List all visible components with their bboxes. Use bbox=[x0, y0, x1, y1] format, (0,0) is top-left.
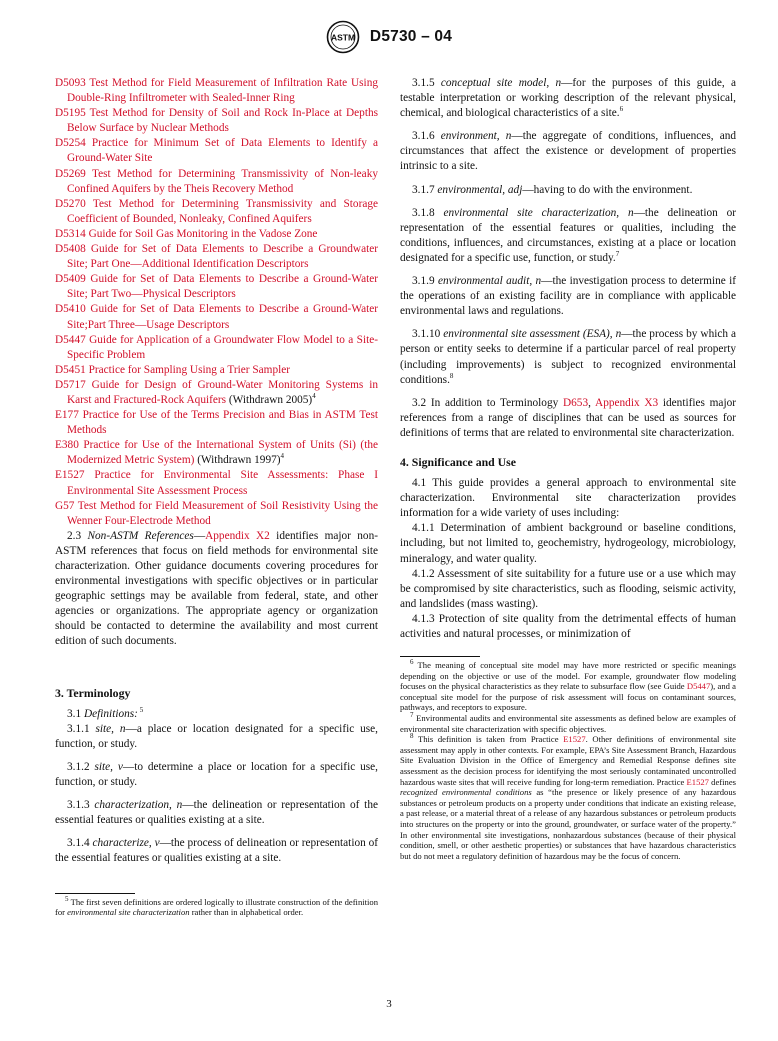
reference-item bbox=[55, 333, 378, 363]
paragraph-2-3: 2.3 Non-ASTM References—Appendix X2 identifies major non-ASTM references that focus on field methods for environmental site characterization. Other guidance documents covering procedures for environmental investigations with specific objectives or in particular geographic settings may be available from federal, state, and other agencies or organizations. The appropriate agency or organization should be contacted to determine the availability and most current edition of such documents. bbox=[55, 529, 378, 648]
definition-3-1-6: 3.1.6 environment, n—the aggregate of conditions, influences, and circumstances that affect the existence or development of properties intrinsic to a site. bbox=[400, 130, 737, 173]
reference-title-link[interactable]: Practice for Use of the Terms Precision and Bias in ASTM Test Methods bbox=[67, 409, 378, 437]
page-header bbox=[0, 20, 778, 58]
reference-item bbox=[55, 408, 378, 438]
reference-code-link[interactable]: D5451 bbox=[55, 363, 86, 376]
reference-item bbox=[55, 468, 378, 498]
reference-code-link[interactable]: D5314 bbox=[55, 227, 86, 240]
reference-item bbox=[55, 167, 378, 197]
definition-3-1-3: 3.1.3 characterization, n—the delineation or representation of the essential features or qualities existing at a site. bbox=[55, 799, 378, 827]
definition-3-1-9: 3.1.9 environmental audit, n—the investigation process to determine if the operations of an existing facility are in compliance with applicable environmental laws and regulations. bbox=[400, 275, 737, 318]
reference-code-link[interactable]: D5270 bbox=[55, 197, 86, 210]
reference-item bbox=[55, 227, 378, 242]
reference-title-link[interactable]: Test Method for Determining Transmissivity of Non-leaky Confined Aquifers by the Theis Recovery Method bbox=[67, 167, 378, 195]
paragraph-3-2: 3.2 In addition to Terminology D653, Appendix X3 identifies major references from a range of disciplines that can be used as sources for definitions of terms that are related to environmental site characterization. bbox=[400, 396, 736, 439]
footnote-divider bbox=[55, 893, 135, 894]
withdrawn-note: (Withdrawn 1997) bbox=[194, 454, 281, 467]
footnote-6: $^6$ The meaning of conceptual site model may have more restricted or specific meanings depending on the objective or use of the model. For example, groundwater flow modeling focuses on the physical characteristics as they relate to subsurface flow (see Guide D5447), and a conceptual site model for the purpose of risk assessment will focus on contaminant sources, pathways, and receptors to exposure. bbox=[400, 658, 737, 713]
reference-code-link[interactable]: D5408 bbox=[55, 243, 86, 256]
left-column bbox=[55, 76, 378, 918]
reference-title-link[interactable]: Guide for Application of a Groundwater Flow Model to a Site-Specific Problem bbox=[67, 333, 378, 361]
reference-title-link[interactable]: Test Method for Field Measurement of Soil Resistivity Using the Wenner Four-Electrode Method bbox=[67, 499, 378, 527]
definition-3-1-10: 3.1.10 environmental site assessment (ESA), n—the process by which a person or entity seeks to determine if a particular parcel of real property (including improvements) is subject to recognized environmental conditions.$^8$ bbox=[400, 328, 736, 386]
definition-3-1-8: 3.1.8 environmental site characterization, n—the delineation or representation of the essential features or qualities, including the conditions, influences, and circumstances, existing at a place or location designated for a specific use, function, or study.$^7$ bbox=[400, 206, 736, 264]
reference-code-link[interactable]: D5410 bbox=[55, 303, 86, 316]
reference-item bbox=[55, 363, 378, 378]
reference-item bbox=[55, 499, 378, 529]
reference-title-link[interactable]: Practice for Use of the International System of Units (Si) (the Modernized Metric System) bbox=[67, 439, 378, 467]
paragraph-4-1: 4.1 This guide provides a general approach to environmental site characterization. Environmental site characterization provides information for a wide variety of uses including: bbox=[400, 477, 736, 520]
reference-title-link[interactable]: Guide for Set of Data Elements to Describe a Ground-Water Site;Part Three—Usage Descriptors bbox=[67, 303, 378, 331]
reference-title-link[interactable]: Test Method for Density of Soil and Rock In-Place at Depths Below Surface by Nuclear Methods bbox=[67, 107, 378, 135]
reference-code-link[interactable]: D5269 bbox=[55, 167, 86, 180]
reference-item bbox=[55, 242, 378, 272]
reference-item bbox=[55, 302, 378, 332]
reference-item bbox=[55, 272, 378, 302]
e1527-link[interactable]: E1527 bbox=[563, 734, 586, 745]
definition-3-1-7: 3.1.7 environmental, adj—having to do with the environment. bbox=[412, 183, 693, 196]
definition-3-1-5: 3.1.5 conceptual site model, n—for the purposes of this guide, a testable interpretation or working description of the relevant physical, chemical, and biological characteristics of a site.$^6$ bbox=[400, 77, 736, 120]
reference-code-link[interactable]: D5254 bbox=[55, 137, 86, 150]
reference-title-link[interactable]: Test Method for Field Measurement of Infiltration Rate Using Double-Ring Infiltrometer with Sealed-Inner Ring bbox=[67, 77, 378, 105]
reference-title-link[interactable]: Guide for Set of Data Elements to Describe a Groundwater Site; Part One—Additional Identification Descriptors bbox=[67, 243, 378, 271]
reference-item bbox=[55, 438, 378, 468]
reference-list bbox=[55, 76, 378, 529]
e1527-link[interactable]: E1527 bbox=[686, 776, 709, 787]
reference-code-link[interactable]: D5717 bbox=[55, 378, 86, 391]
svg-text:ASTM: ASTM bbox=[330, 32, 355, 43]
reference-title-link[interactable]: Practice for Minimum Set of Data Elements to Identify a Ground-Water Site bbox=[67, 137, 378, 165]
definition-3-1: 3.1 Definitions: $^5$ bbox=[67, 705, 144, 720]
definition-3-1-2: 3.1.2 site, v—to determine a place or location for a specific use, function, or study. bbox=[55, 760, 378, 789]
reference-title-link[interactable]: Guide for Soil Gas Monitoring in the Vadose Zone bbox=[88, 227, 318, 240]
footnote-marker: 4 bbox=[280, 452, 285, 461]
paragraph-4-1-2: 4.1.2 Assessment of site suitability for a future use or a use which may be compromised by site characteristics, such as flooding, seismic activity, and landslides (mass wasting). bbox=[400, 567, 736, 610]
reference-item bbox=[55, 136, 378, 166]
section-4-title: 4. Significance and Use bbox=[400, 454, 517, 469]
footnote-8: $^8$ This definition is taken from Practice E1527. Other definitions of environmental site assessment may apply in other contexts. For example, EPA’s Site Assessment Branch, Hazardous Site Evaluation Division in the Office of Emergency and Remedial Response defines site assessment as the decision process for identifying the most seriously contaminated uncontrolled hazardous waste sites that will receive funding for long-term remediation. Practice E1527 defines recognized environmental conditions as “the presence or likely presence of any hazardous substances or petroleum products on a property under conditions that indicate an existing release, a past release, or a material threat of a release of any hazardous substances or petroleum products into structures on the property or into the ground, groundwater, or surface water of the property.” In other environmental site investigations, nonhazardous substances (because of their physical condition, smell, or other aesthetic properties) or substances that have hazardous characteristics but do not meet a regulatory definition of hazardous may be the focus of concern. bbox=[400, 732, 736, 861]
withdrawn-note: (Withdrawn 2005) bbox=[226, 393, 313, 406]
appendix-x2-link[interactable]: Appendix X2 bbox=[205, 529, 270, 542]
reference-code-link[interactable]: D5195 bbox=[55, 107, 86, 120]
reference-item bbox=[55, 76, 378, 106]
reference-code-link[interactable]: G57 bbox=[55, 499, 75, 512]
footnote-divider bbox=[400, 656, 480, 657]
appendix-x3-link[interactable]: Appendix X3 bbox=[595, 396, 659, 409]
reference-title-link[interactable]: Guide for Set of Data Elements to Describe a Ground-Water Site; Part Two—Physical Descriptors bbox=[67, 273, 378, 301]
footnote-marker: 4 bbox=[312, 392, 316, 401]
astm-logo-icon bbox=[326, 20, 360, 54]
reference-code-link[interactable]: E1527 bbox=[55, 469, 85, 482]
definition-3-1-4: 3.1.4 characterize, v—the process of delineation or representation of the essential features or qualities existing at a site. bbox=[55, 837, 378, 865]
reference-title-link[interactable]: Test Method for Determining Transmissivity and Storage Coefficient of Bounded, Nonleaky, Confined Aquifers bbox=[67, 197, 379, 225]
d653-link[interactable]: D653 bbox=[563, 396, 589, 409]
section-3-title: 3. Terminology bbox=[55, 685, 131, 700]
reference-code-link[interactable]: E380 bbox=[55, 439, 79, 452]
reference-item bbox=[55, 106, 378, 136]
document-designation: D5730 – 04 bbox=[369, 28, 453, 45]
reference-code-link[interactable]: D5409 bbox=[55, 273, 86, 286]
reference-code-link[interactable]: E177 bbox=[55, 409, 79, 422]
footnote-5: $^5$ The first seven definitions are ordered logically to illustrate construction of the definition for environmental site characterization rather than in alphabetical order. bbox=[55, 894, 378, 918]
reference-item bbox=[55, 378, 378, 408]
page-number: 3 bbox=[386, 998, 392, 1010]
reference-code-link[interactable]: D5093 bbox=[55, 77, 86, 89]
right-column bbox=[400, 76, 736, 861]
footnote-7: $^7$ Environmental audits and environmental site assessments as defined below are examples of environmental site characterization with specific objectives. bbox=[400, 711, 736, 734]
reference-code-link[interactable]: D5447 bbox=[55, 333, 86, 346]
reference-title-link[interactable]: Practice for Environmental Site Assessments: Phase I Environmental Site Assessment Process bbox=[67, 469, 378, 497]
paragraph-4-1-3: 4.1.3 Protection of site quality from the detrimental effects of human activities and natural processes, or minimization of bbox=[400, 612, 736, 640]
reference-item bbox=[55, 197, 378, 227]
reference-title-link[interactable]: Guide for Design of Ground-Water Monitoring Systems in Karst and Fractured-Rock Aquifers bbox=[67, 378, 379, 406]
paragraph-4-1-1: 4.1.1 Determination of ambient background or baseline conditions, including, but not limited to, geochemistry, hydrogeology, microbiology, mineralogy, and water quality. bbox=[400, 522, 736, 565]
definition-3-1-1: 3.1.1 site, n—a place or location designated for a specific use, function, or study. bbox=[55, 722, 378, 750]
d5447-link[interactable]: D5447 bbox=[686, 681, 711, 692]
reference-title-link[interactable]: Practice for Sampling Using a Trier Sampler bbox=[88, 363, 291, 376]
